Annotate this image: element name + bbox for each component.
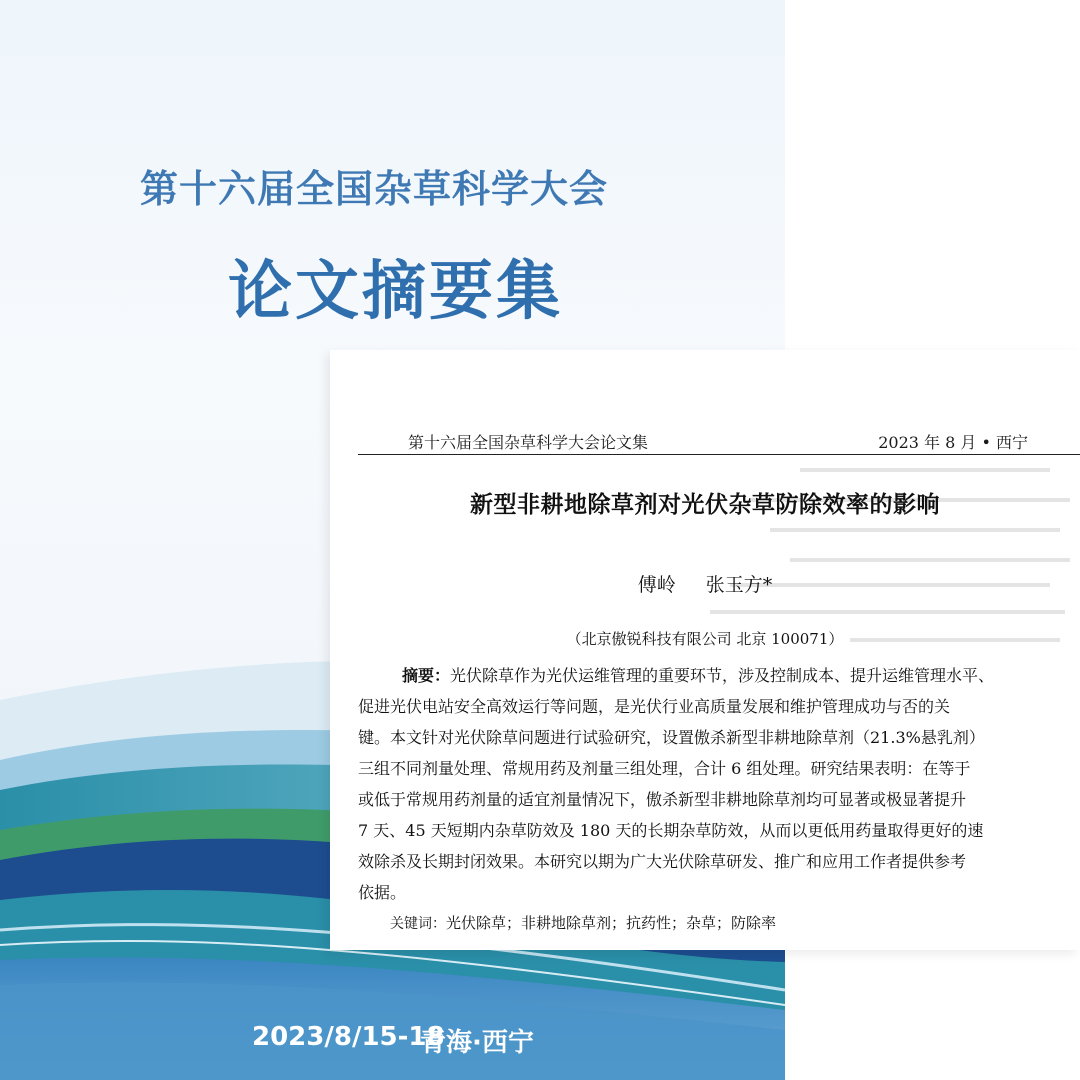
author-2: 张玉方*	[705, 574, 773, 596]
affiliation: （北京傲锐科技有限公司 北京 100071）	[566, 630, 844, 648]
abstract-page	[330, 350, 1080, 950]
authors	[330, 570, 1080, 597]
abstract-line: 摘要：光伏除草作为光伏运维管理的重要环节，涉及控制成本、提升运维管理水平、	[402, 666, 995, 685]
keywords	[390, 912, 776, 933]
abstract-line: 或低于常规用药剂量的适宜剂量情况下，傲杀新型非耕地除草剂均可显著或极显著提升	[358, 790, 967, 809]
conference-date: 2023/8/15-18	[252, 1022, 445, 1052]
header-rule	[358, 454, 1080, 455]
running-header-left: 第十六届全国杂草科学大会论文集	[408, 433, 649, 452]
cover-title: 论文摘要集	[228, 255, 563, 329]
conference-name: 第十六届全国杂草科学大会	[140, 167, 609, 211]
abstract-line: 依据。	[358, 883, 407, 902]
abstract-line: 促进光伏电站安全高效运行等问题，是光伏行业高质量发展和维护管理成功与否的关	[358, 697, 951, 716]
keywords-label: 关键词：	[390, 916, 446, 932]
abstract-line: 7 天、45 天短期内杂草防效及 180 天的长期杂草防效，从而以更低用药量取得更好的速	[358, 821, 984, 840]
abstract-line: 效除杀及长期封闭效果。本研究以期为广大光伏除草研发、推广和应用工作者提供参考	[358, 852, 967, 871]
abstract	[358, 660, 1058, 908]
paper-title: 新型非耕地除草剂对光伏杂草防除效率的影响	[470, 492, 940, 518]
abstract-line: 三组不同剂量处理、常规用药及剂量三组处理，合计 6 组处理。研究结果表明：在等于	[358, 759, 971, 778]
abstract-line: 键。本文针对光伏除草问题进行试验研究，设置傲杀新型非耕地除草剂（21.3%悬乳剂）	[358, 728, 985, 747]
keywords-list: 光伏除草；非耕地除草剂；抗药性；杂草；防除率	[446, 914, 777, 932]
conference-location: 青海·西宁	[420, 1028, 534, 1058]
abstract-label: 摘要：	[402, 666, 451, 685]
author-1: 傅岭	[637, 574, 676, 596]
running-header-right: 2023 年 8 月 • 西宁	[878, 433, 1028, 452]
